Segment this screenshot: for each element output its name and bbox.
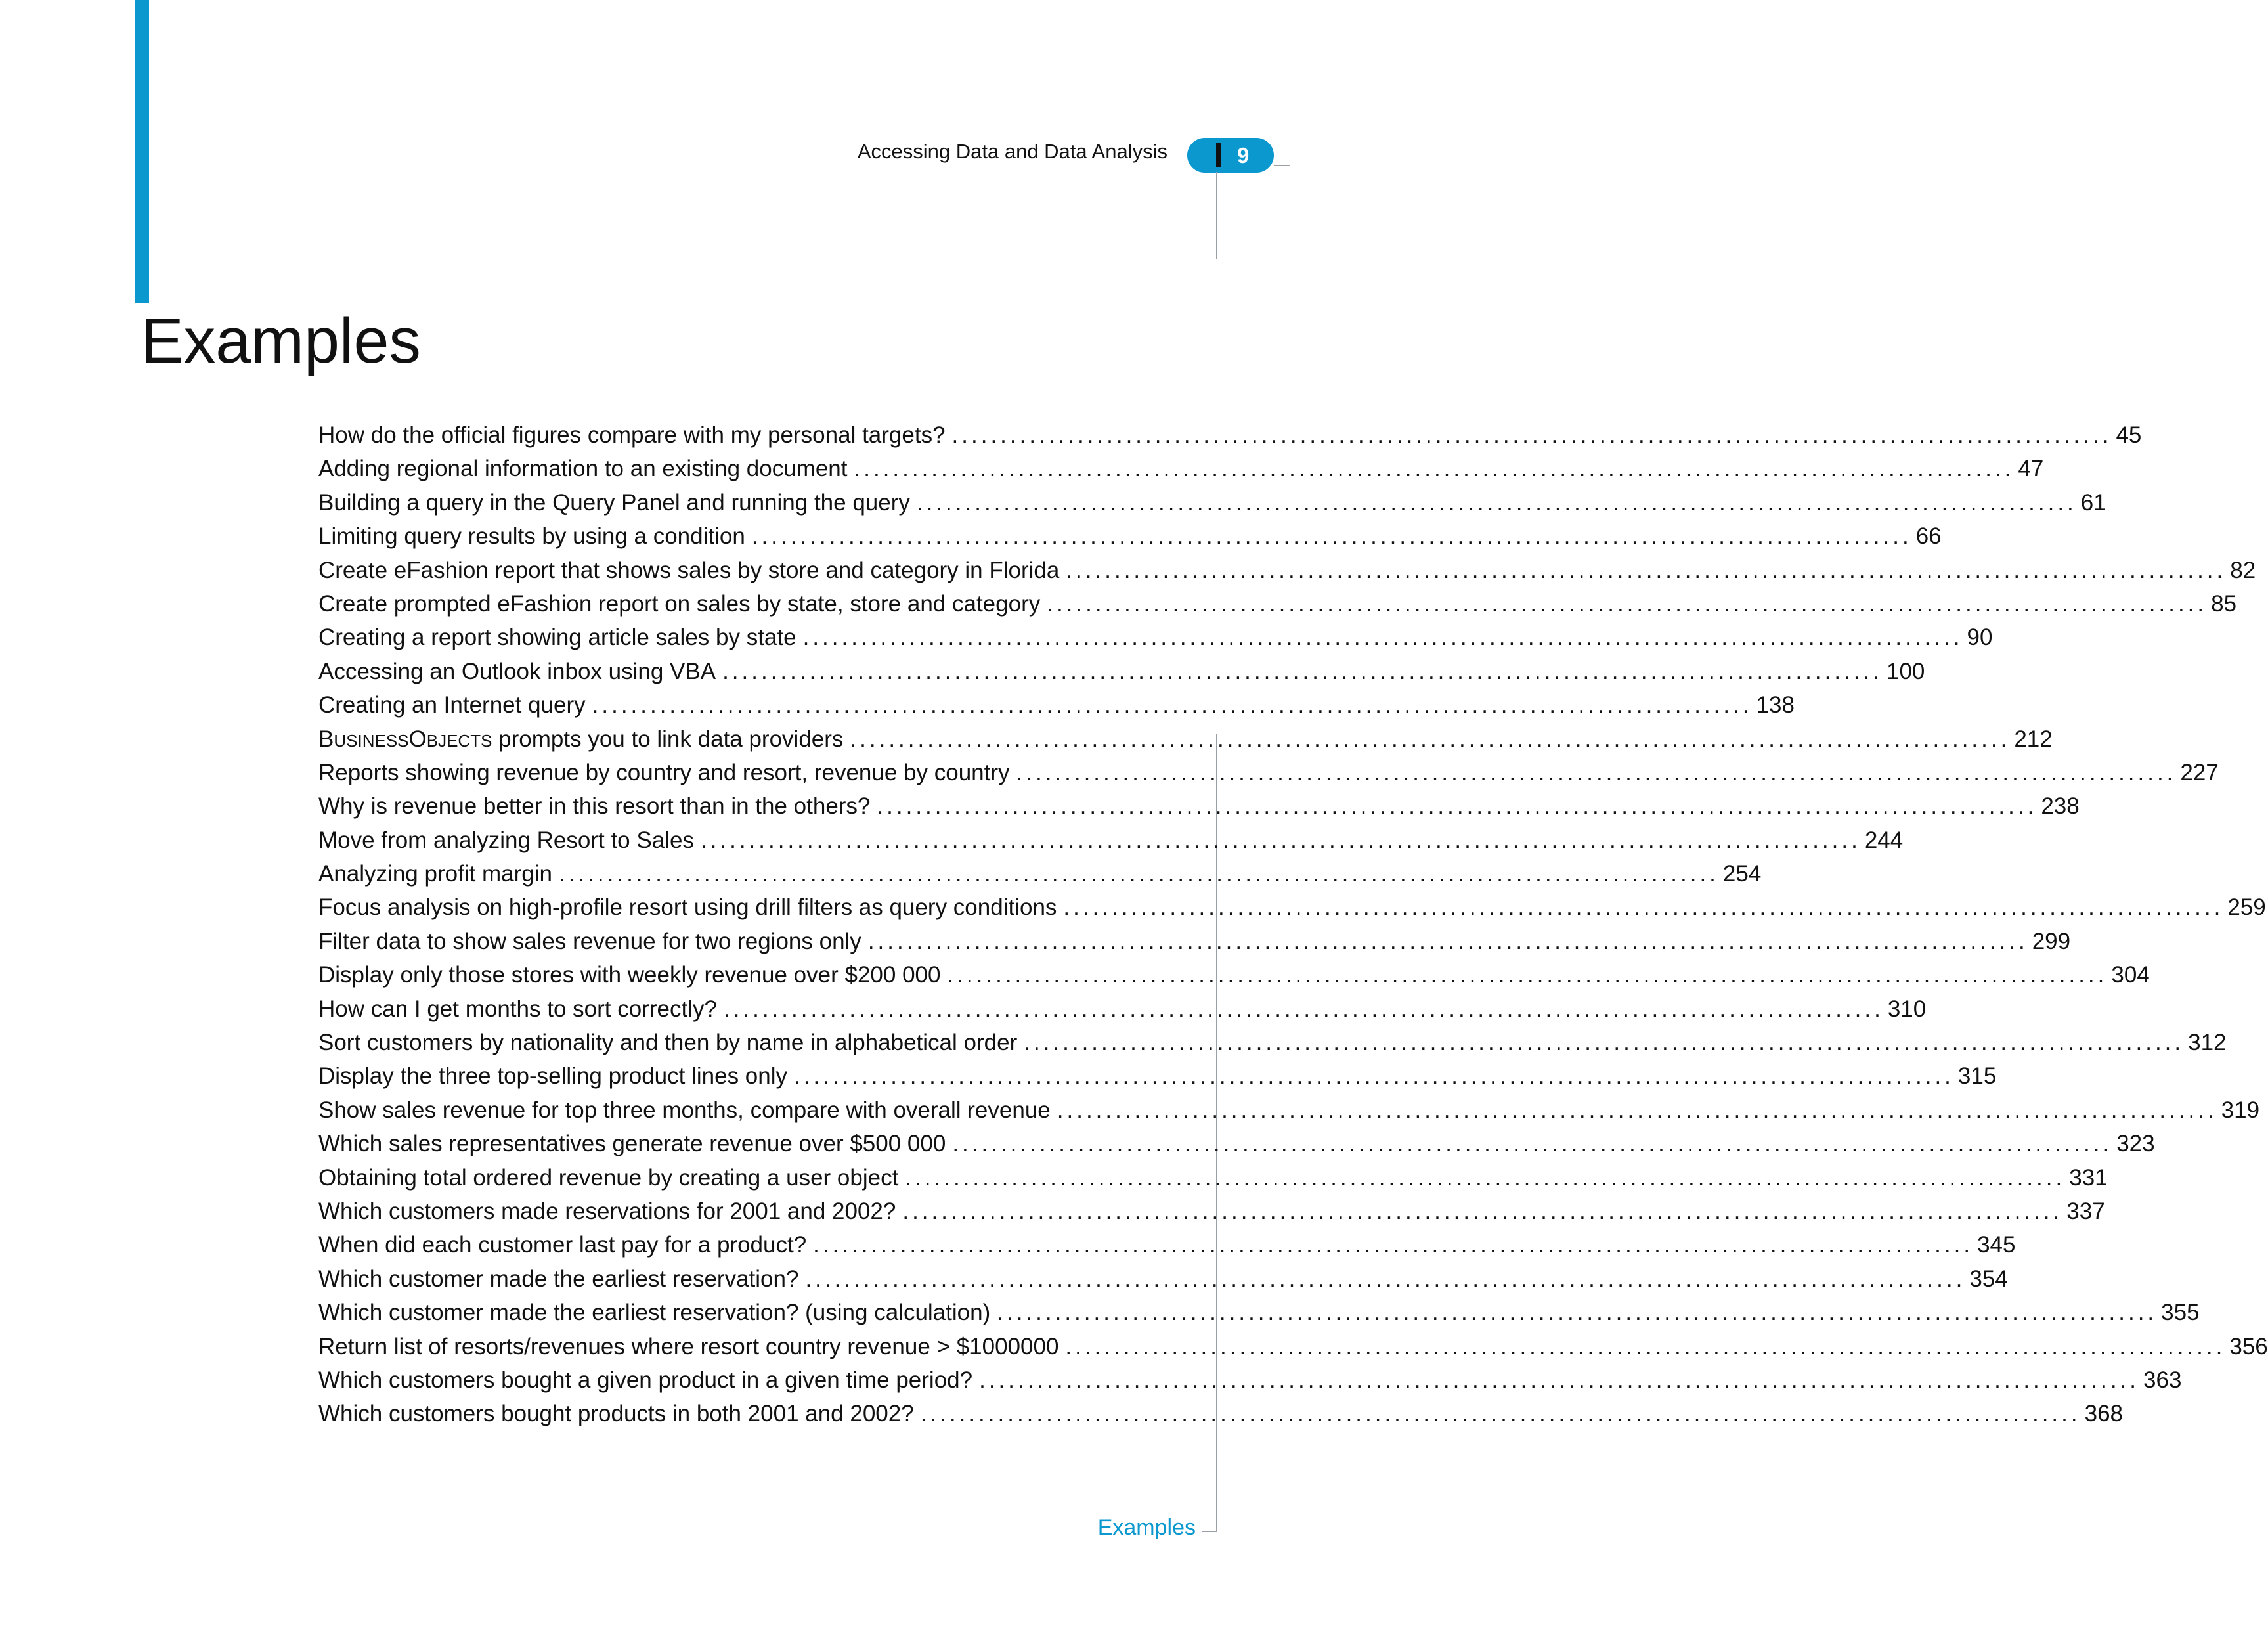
dot-leader: ........................................................................................................................ (997, 1300, 2158, 1326)
dot-leader: ........................................................................................................................ (854, 456, 2015, 482)
list-item[interactable] (318, 590, 2237, 625)
list-item[interactable] (318, 996, 1927, 1030)
dot-leader: ........................................................................................................................ (723, 996, 1884, 1022)
entry-label (318, 726, 843, 753)
chapter-number: 9 (1237, 143, 1250, 167)
entry-page: 304 (2111, 962, 2150, 988)
entry-page: 354 (1969, 1266, 2008, 1292)
list-item[interactable] (318, 759, 2219, 793)
entry-label: How can I get months to sort correctly? (318, 996, 717, 1022)
header-rule (1274, 165, 1290, 166)
entry-page: 82 (2230, 557, 2256, 583)
dot-leader: ........................................................................................................................ (592, 692, 1753, 718)
entry-page: 212 (2014, 726, 2053, 752)
list-item[interactable] (318, 489, 2106, 523)
dot-leader: ........................................................................................................................ (1066, 557, 2227, 583)
entry-label-rest: prompts you to link data providers (492, 726, 844, 752)
list-item[interactable] (318, 827, 1904, 861)
footer-rule (1202, 1531, 1217, 1532)
entry-label: Move from analyzing Resort to Sales (318, 827, 694, 853)
entry-page: 315 (1957, 1063, 1997, 1090)
entry-label: Which customer made the earliest reservation? (318, 1266, 799, 1292)
entry-page: 100 (1886, 658, 1925, 684)
dot-leader: ........................................................................................................................ (952, 1131, 2113, 1157)
entry-page: 47 (2018, 456, 2044, 482)
entry-label: Filter data to show sales revenue for two regions only (318, 928, 861, 954)
dot-leader: ........................................................................................................................ (805, 1266, 1966, 1292)
running-header: Accessing Data and Data Analysis (857, 140, 1167, 163)
entry-label: Obtaining total ordered revenue by creating a user object (318, 1164, 899, 1191)
entry-label: Display the three top-selling product lines only (318, 1063, 787, 1090)
list-item[interactable] (318, 1333, 2268, 1367)
list-item[interactable] (318, 1063, 1997, 1097)
dot-leader: ........................................................................................................................ (916, 489, 2077, 516)
entry-page: 368 (2084, 1401, 2124, 1427)
entry-label: Creating a report showing article sales by state (318, 625, 796, 651)
brand-small-bjects: BJECTS (426, 730, 492, 751)
dot-leader: ........................................................................................................................ (867, 928, 2028, 954)
dot-leader: ........................................................................................................................ (1065, 1333, 2226, 1359)
entry-label: Create eFashion report that shows sales by store and category in Florida (318, 557, 1060, 583)
dot-leader: ........................................................................................................................ (920, 1401, 2081, 1427)
entry-page: 312 (2188, 1030, 2227, 1056)
entry-label: When did each customer last pay for a product? (318, 1232, 807, 1258)
entry-page: 345 (1977, 1232, 2016, 1258)
dot-leader: ........................................................................................................................ (905, 1164, 2066, 1191)
dot-leader: ........................................................................................................................ (802, 625, 1963, 651)
list-item[interactable] (318, 1300, 2200, 1333)
entry-page: 45 (2116, 422, 2142, 448)
entry-page: 363 (2143, 1367, 2182, 1393)
list-item[interactable] (318, 692, 1795, 726)
entry-page: 331 (2069, 1164, 2108, 1191)
entry-label: Show sales revenue for top three months, compare with overall revenue (318, 1097, 1051, 1123)
entry-label: Which customers bought products in both 2001 and 2002? (318, 1401, 914, 1427)
list-item[interactable] (318, 861, 1762, 894)
brand-cap-b: B (318, 726, 334, 752)
list-item[interactable] (318, 1266, 2008, 1300)
list-item[interactable] (318, 1131, 2155, 1164)
entry-page: 238 (2041, 793, 2080, 820)
entry-page: 254 (1722, 861, 1762, 887)
dot-leader: ........................................................................................................................ (722, 658, 1883, 684)
entry-page: 337 (2066, 1198, 2105, 1224)
dot-leader: ........................................................................................................................ (794, 1063, 1954, 1090)
list-item[interactable] (318, 1401, 2124, 1434)
entry-label: Which sales representatives generate revenue over $500 000 (318, 1131, 946, 1157)
entry-label: Return list of resorts/revenues where resort country revenue > $1000000 (318, 1333, 1059, 1359)
chapter-marker-icon (1216, 143, 1221, 167)
list-item[interactable] (318, 894, 2266, 928)
dot-leader: ........................................................................................................................ (1024, 1030, 2185, 1056)
entry-page: 259 (2227, 894, 2266, 921)
examples-list (318, 422, 2268, 1435)
dot-leader: ........................................................................................................................ (951, 422, 2112, 448)
entry-label: Analyzing profit margin (318, 861, 552, 887)
dot-leader: ........................................................................................................................ (877, 793, 2038, 820)
list-item[interactable] (318, 928, 2071, 962)
entry-label: Which customer made the earliest reservation? (using calculation) (318, 1300, 991, 1326)
list-item[interactable] (318, 1097, 2260, 1131)
list-item[interactable] (318, 1232, 2016, 1266)
entry-label: Which customers bought a given product in a given time period? (318, 1367, 973, 1393)
entry-label: Creating an Internet query (318, 692, 586, 718)
dot-leader: ........................................................................................................................ (1063, 894, 2224, 921)
list-item[interactable] (318, 422, 2142, 456)
entry-label: Reports showing revenue by country and resort, revenue by country (318, 759, 1010, 785)
list-item[interactable] (318, 726, 2053, 760)
list-item[interactable] (318, 1164, 2108, 1199)
list-item[interactable] (318, 1367, 2182, 1401)
entry-label: Why is revenue better in this resort than in the others? (318, 793, 871, 820)
dot-leader: ........................................................................................................................ (1047, 590, 2208, 617)
entry-label: Which customers made reservations for 2001 and 2002? (318, 1198, 896, 1224)
list-item[interactable] (318, 456, 2044, 489)
list-item[interactable] (318, 962, 2150, 996)
dot-leader: ........................................................................................................................ (947, 962, 2108, 988)
footer-section-name: Examples (1097, 1515, 1196, 1540)
entry-label: Building a query in the Query Panel and running the query (318, 489, 910, 516)
dot-leader: ........................................................................................................................ (850, 726, 2011, 752)
list-item[interactable] (318, 658, 1925, 692)
entry-label: Accessing an Outlook inbox using VBA (318, 658, 716, 684)
list-item[interactable] (318, 793, 2080, 827)
dot-leader: ........................................................................................................................ (902, 1198, 2063, 1224)
entry-label: Display only those stores with weekly revenue over $200 000 (318, 962, 941, 988)
dot-leader: ........................................................................................................................ (1057, 1097, 2217, 1123)
entry-page: 319 (2221, 1097, 2260, 1123)
list-item[interactable] (318, 557, 2256, 591)
brand-cap-o: O (408, 726, 427, 752)
brand-small-usiness: USINESS (334, 730, 409, 751)
entry-page: 85 (2211, 590, 2237, 617)
dot-leader: ........................................................................................................................ (979, 1367, 2140, 1393)
list-item[interactable] (318, 523, 1942, 557)
margin-rule-top (1216, 172, 1217, 259)
dot-leader: ........................................................................................................................ (1016, 759, 2177, 785)
entry-page: 244 (1864, 827, 1904, 853)
entry-page: 66 (1915, 523, 1942, 550)
entry-page: 90 (1967, 625, 1993, 651)
entry-label: Create prompted eFashion report on sales by state, store and category (318, 590, 1041, 617)
accent-bar (135, 0, 149, 303)
dot-leader: ........................................................................................................................ (751, 523, 1912, 550)
entry-page: 323 (2116, 1131, 2155, 1157)
entry-label: Limiting query results by using a condition (318, 523, 745, 550)
chapter-badge (1187, 138, 1274, 173)
entry-page: 355 (2161, 1300, 2200, 1326)
list-item[interactable] (318, 1030, 2227, 1063)
entry-page: 227 (2180, 759, 2219, 785)
entry-label: Adding regional information to an existing document (318, 456, 848, 482)
page-title: Examples (141, 305, 421, 376)
dot-leader: ........................................................................................................................ (559, 861, 1719, 887)
list-item[interactable] (318, 625, 1993, 658)
list-item[interactable] (318, 1198, 2105, 1232)
entry-page: 61 (2080, 489, 2106, 516)
entry-page: 138 (1756, 692, 1795, 718)
entry-page: 299 (2032, 928, 2071, 954)
entry-label: Focus analysis on high-profile resort using drill filters as query conditions (318, 894, 1057, 921)
entry-page: 356 (2229, 1333, 2268, 1359)
dot-leader: ........................................................................................................................ (700, 827, 1861, 853)
entry-label: How do the official figures compare with my personal targets? (318, 422, 946, 448)
entry-page: 310 (1887, 996, 1927, 1022)
dot-leader: ........................................................................................................................ (813, 1232, 1974, 1258)
entry-label: Sort customers by nationality and then by name in alphabetical order (318, 1030, 1018, 1056)
